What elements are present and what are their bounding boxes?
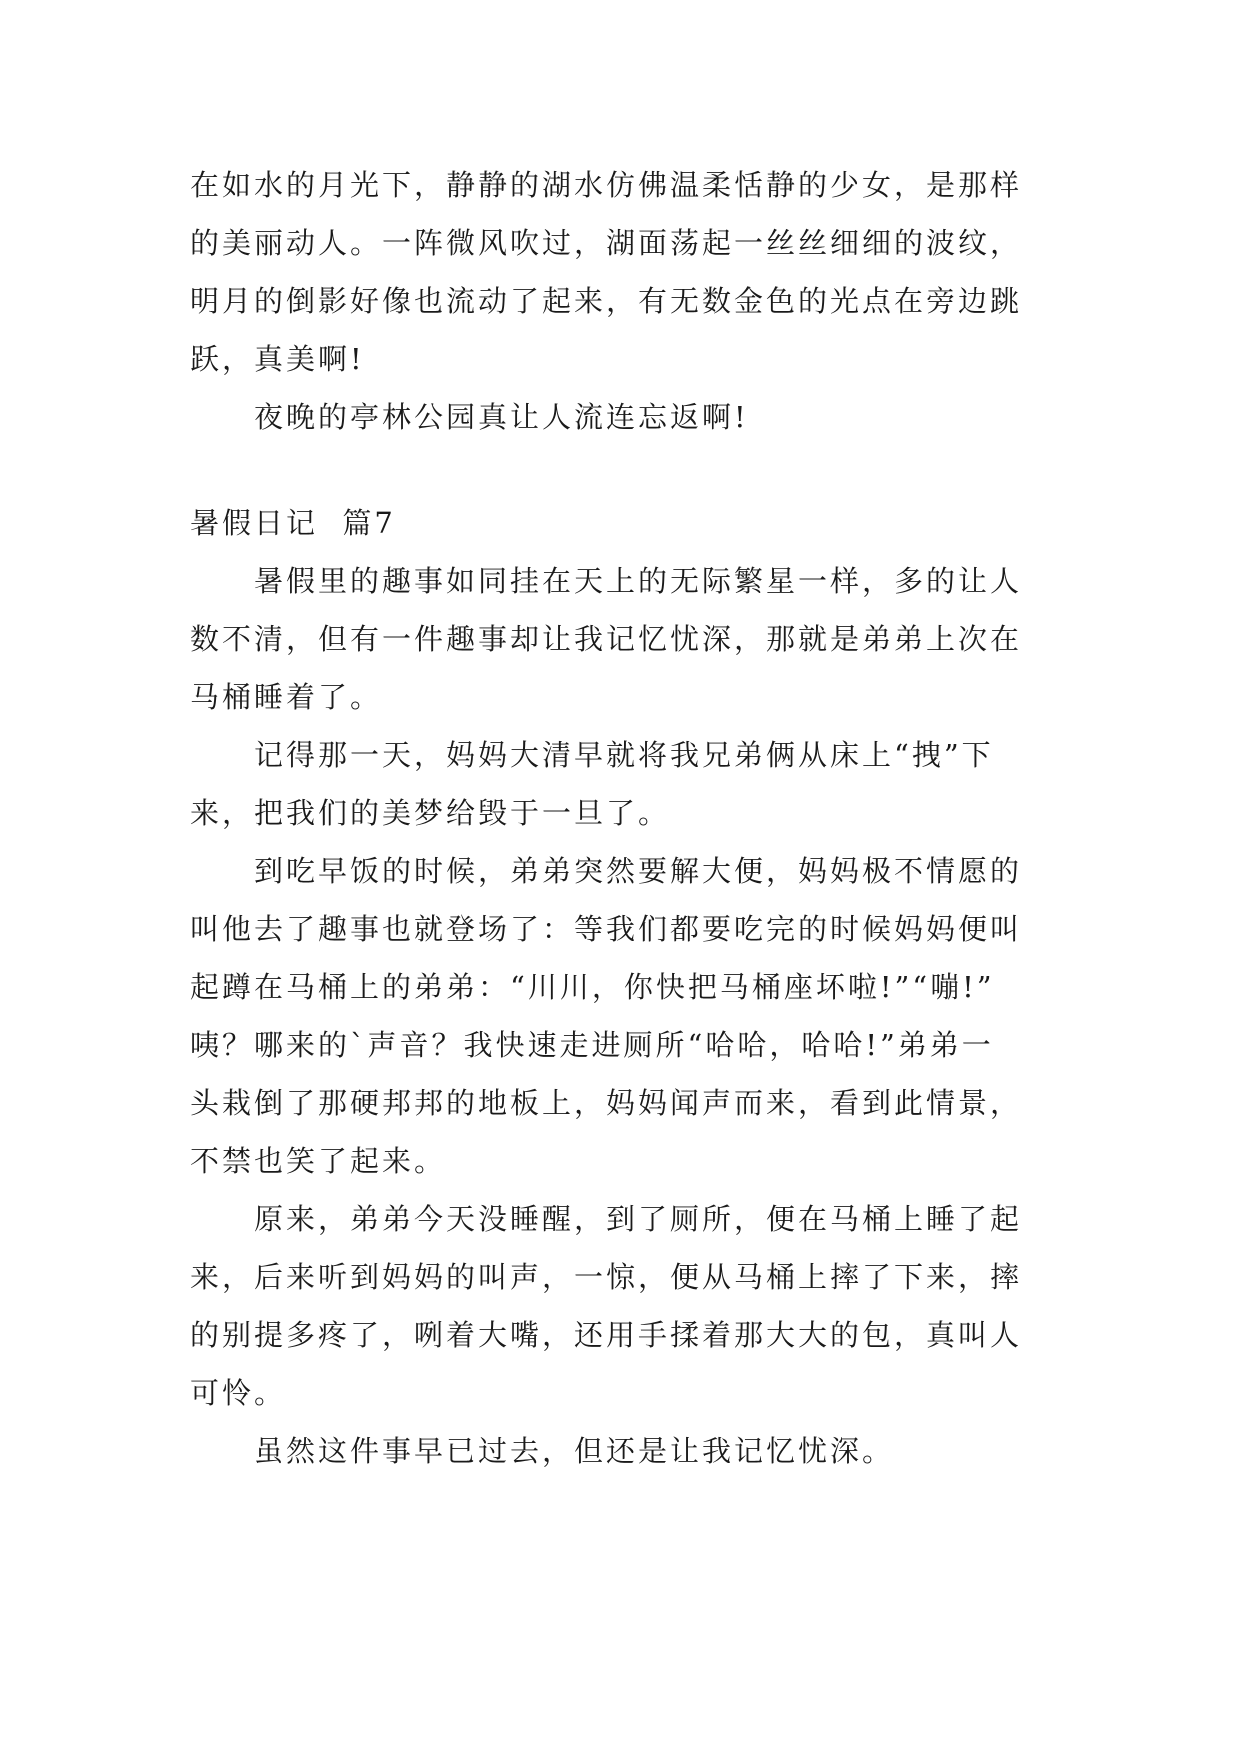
text-line: 原来，弟弟今天没睡醒，到了厕所，便在马桶上睡了起 (254, 1202, 1023, 1236)
text-line: 来，后来听到妈妈的叫声，一惊，便从马桶上摔了下来，摔 (190, 1260, 1023, 1294)
paragraph (190, 842, 1052, 1190)
section-gap (190, 446, 1052, 494)
paragraph (190, 1422, 1052, 1480)
paragraph (190, 388, 1052, 446)
paragraph (190, 726, 1052, 842)
text-line: 暑假里的趣事如同挂在天上的无际繁星一样，多的让人 (254, 564, 1023, 598)
text-line: 头栽倒了那硬邦邦的地板上，妈妈闻声而来，看到此情景， (190, 1086, 1023, 1120)
section-heading: 暑假日记 篇7 (190, 506, 396, 540)
text-line: 虽然这件事早已过去，但还是让我记忆忧深。 (254, 1434, 895, 1468)
text-line: 起蹲在马桶上的弟弟：“川川，你快把马桶座坏啦!”“嘣!” (190, 970, 995, 1004)
text-line: 到吃早饭的时候，弟弟突然要解大便，妈妈极不情愿的 (254, 854, 1023, 888)
paragraph (190, 552, 1052, 726)
text-line: 的美丽动人。一阵微风吹过，湖面荡起一丝丝细细的波纹， (190, 226, 1023, 260)
text-line: 在如水的月光下，静静的湖水仿佛温柔恬静的少女，是那样 (190, 168, 1023, 202)
text-line: 夜晚的亭林公园真让人流连忘返啊! (254, 400, 749, 434)
text-line: 数不清，但有一件趣事却让我记忆忧深，那就是弟弟上次在 (190, 622, 1023, 656)
text-line: 的别提多疼了，咧着大嘴，还用手揉着那大大的包，真叫人 (190, 1318, 1023, 1352)
document-page (190, 156, 1052, 1480)
text-line: 记得那一天，妈妈大清早就将我兄弟俩从床上“拽”下 (254, 738, 994, 772)
text-line: 明月的倒影好像也流动了起来，有无数金色的光点在旁边跳 (190, 284, 1023, 318)
text-line: 可怜。 (190, 1376, 287, 1410)
text-line: 马桶睡着了。 (190, 680, 383, 714)
text-line: 来，把我们的美梦给毁于一旦了。 (190, 796, 671, 830)
text-line: 跃，真美啊! (190, 342, 365, 376)
paragraph (190, 1190, 1052, 1422)
text-line: 咦？哪来的`声音？我快速走进厕所“哈哈，哈哈!”弟弟一 (190, 1028, 994, 1062)
paragraph (190, 156, 1052, 388)
text-line: 叫他去了趣事也就登场了：等我们都要吃完的时候妈妈便叫 (190, 912, 1023, 946)
text-line: 不禁也笑了起来。 (190, 1144, 447, 1178)
